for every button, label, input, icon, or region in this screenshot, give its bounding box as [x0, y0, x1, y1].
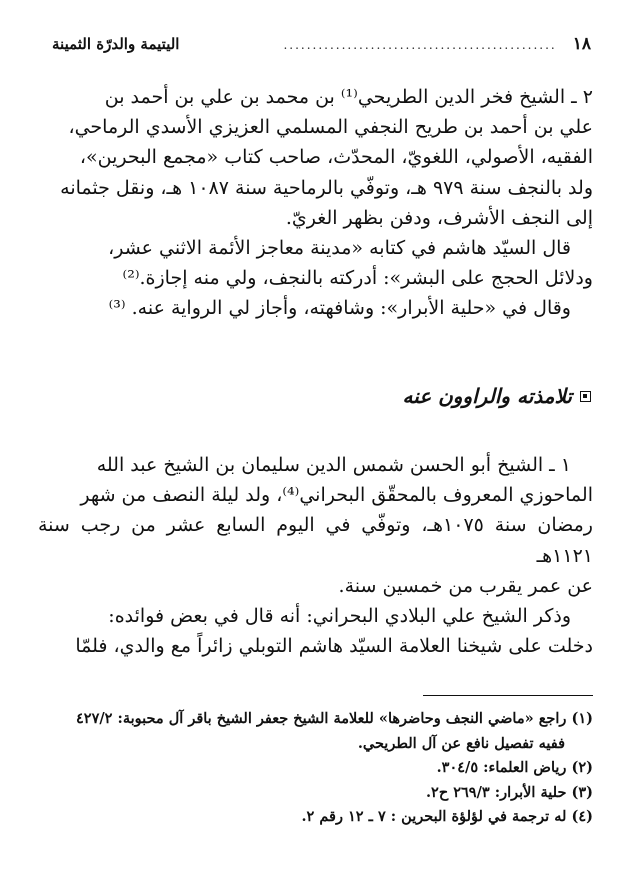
text-line: دخلت على شيخنا العلامة السيّد هاشم التوبلي زائراً مع والدي، فلمّا	[75, 635, 593, 658]
footnote-divider	[423, 695, 593, 696]
text-line: ودلائل الحجج على البشر»: أدركته بالنجف، ولي منه إجازة.⁽²⁾	[122, 267, 593, 290]
leader-dots: ...............................................	[283, 38, 557, 52]
section-heading-text: تلامذته والراوون عنه	[402, 384, 572, 408]
footnote-3: (٣) حلية الأبرار: ٢٦٩/٣ ح٢.	[425, 783, 593, 801]
text-line: علي بن أحمد بن طريح النجفي المسلمي العزيزي الأسدي الرماحي،	[68, 116, 593, 139]
footnote-4: (٤) له ترجمة في لؤلؤة البحرين : ٧ ـ ١٢ رقم ٢.	[301, 808, 593, 825]
text-line: ٢ ـ الشيخ فخر الدين الطريحي⁽¹⁾ بن محمد بن علي بن أحمد بن	[104, 86, 593, 108]
text-line: قال السيّد هاشم في كتابه «مدينة معاجز الأئمة الاثني عشر،	[108, 237, 571, 260]
text-line: وقال في «حلية الأبرار»: وشافهته، وأجاز لي الرواية عنه. ⁽³⁾	[108, 297, 571, 320]
text-line: إلى النجف الأشرف، ودفن بظهر الغريّ.	[285, 206, 593, 229]
page-number: ١٨	[572, 34, 591, 54]
footnotes	[38, 707, 593, 830]
entry-sulayman-mahuzi	[38, 450, 593, 661]
text-line: الماحوزي المعروف بالمحقّق البحراني⁽⁴⁾، ولد ليلة النصف من شهر	[80, 484, 593, 507]
footnote-2: (٢) رياض العلماء: ٣٠٤/٥.	[436, 759, 593, 776]
section-heading	[38, 384, 591, 408]
text-line: رمضان سنة ١٠٧٥هـ، وتوفّي في اليوم السابع عشر من رجب سنة ١١٢١هـ	[38, 514, 593, 567]
book-title: اليتيمة والدرّة الثمينة	[52, 35, 180, 53]
text-line: ١ ـ الشيخ أبو الحسن شمس الدين سليمان بن الشيخ عبد الله	[96, 454, 571, 476]
footnote-1-continuation: ففيه تفصيل نافع عن آل الطريحي.	[357, 734, 565, 752]
text-line: ولد بالنجف سنة ٩٧٩ هـ، وتوفّي بالرماحية سنة ١٠٨٧ هـ، ونقل جثمانه	[60, 176, 593, 199]
entry-fakhr-al-din-tarihi	[38, 82, 593, 324]
square-bullet-icon	[580, 391, 591, 402]
footnote-1: (١) راجع «ماضي النجف وحاضرها» للعلامة الشيخ جعفر الشيخ باقر آل محبوبة: ٤٢٧/٢	[76, 710, 593, 727]
text-line: وذكر الشيخ علي البلادي البحراني: أنه قال في بعض فوائده:	[108, 605, 571, 628]
text-line: الفقيه، الأصولي، اللغويّ، المحدّث، صاحب كتاب «مجمع البحرين»،	[79, 146, 593, 169]
text-line: عن عمر يقرب من خمسين سنة.	[338, 574, 593, 597]
running-header	[52, 34, 591, 54]
